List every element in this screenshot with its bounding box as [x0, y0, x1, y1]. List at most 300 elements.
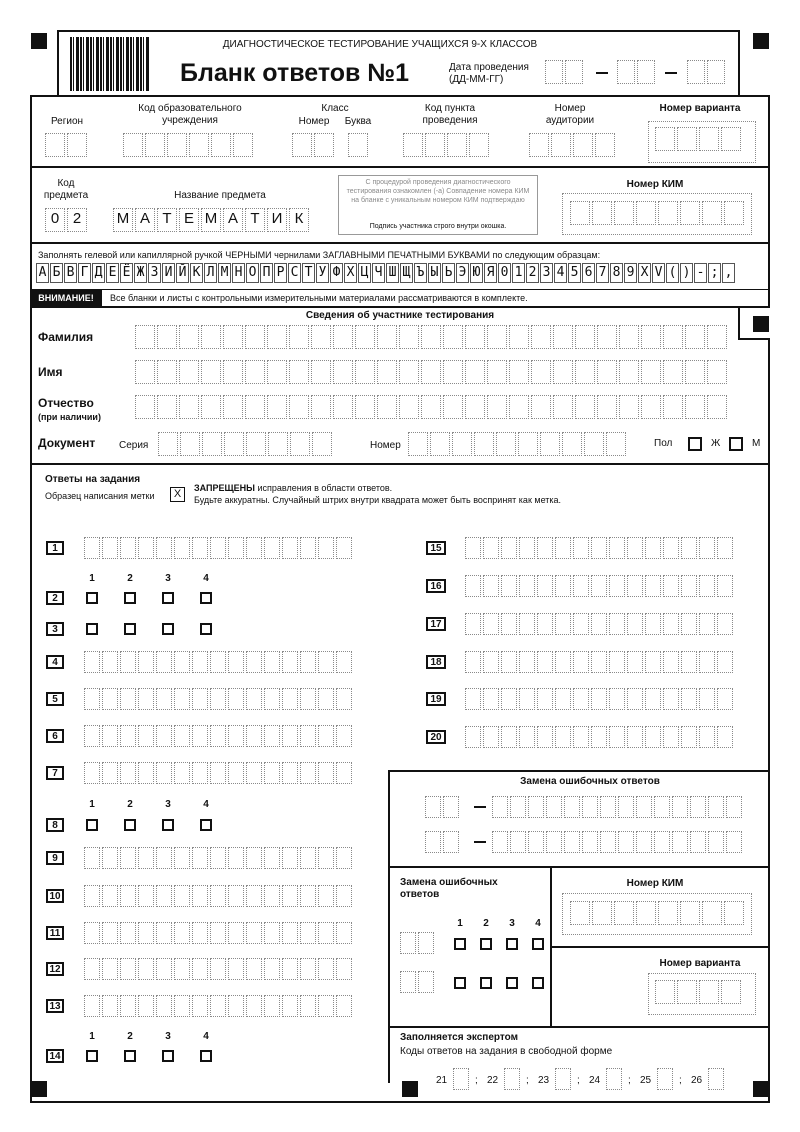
- answer-cell[interactable]: [282, 958, 298, 980]
- repl-kim-cells[interactable]: [570, 901, 746, 925]
- answer-cell[interactable]: [210, 958, 226, 980]
- name-cell[interactable]: [685, 360, 705, 384]
- answer-cell[interactable]: [555, 651, 571, 673]
- patronymic-cell[interactable]: [223, 395, 243, 419]
- surname-cell[interactable]: [465, 325, 485, 349]
- name-cell[interactable]: [289, 360, 309, 384]
- answer-cell[interactable]: [138, 847, 154, 869]
- patronymic-cell[interactable]: [157, 395, 177, 419]
- patronymic-cell[interactable]: [245, 395, 265, 419]
- replacement-cell[interactable]: [492, 831, 508, 853]
- answer-cell[interactable]: [336, 537, 352, 559]
- name-cell[interactable]: [135, 360, 155, 384]
- answer-cell[interactable]: [192, 651, 208, 673]
- answer-cell[interactable]: [537, 726, 553, 748]
- answer-cell[interactable]: [138, 958, 154, 980]
- answer-cell[interactable]: [681, 688, 697, 710]
- name-cell[interactable]: [333, 360, 353, 384]
- answer-cell[interactable]: [210, 995, 226, 1017]
- answer-cell[interactable]: [102, 725, 118, 747]
- answer-cell[interactable]: [645, 726, 661, 748]
- answer-cell[interactable]: [519, 688, 535, 710]
- name-cell[interactable]: [707, 360, 727, 384]
- answer-cell[interactable]: [156, 762, 172, 784]
- name-cell[interactable]: [311, 360, 331, 384]
- answer-cell[interactable]: [120, 651, 136, 673]
- answer-cell[interactable]: [663, 613, 679, 635]
- answer-cell[interactable]: [210, 885, 226, 907]
- answer-cell[interactable]: [300, 958, 316, 980]
- answer-checkbox[interactable]: [200, 592, 212, 604]
- answer-cell[interactable]: [663, 726, 679, 748]
- answer-cell[interactable]: [156, 885, 172, 907]
- answer-cell[interactable]: [228, 537, 244, 559]
- answer-cell[interactable]: [138, 922, 154, 944]
- answer-cell[interactable]: [174, 688, 190, 710]
- surname-cells[interactable]: [135, 325, 729, 349]
- answer-cell[interactable]: [174, 995, 190, 1017]
- class-letter-cells[interactable]: [348, 133, 370, 157]
- answer-cell[interactable]: [627, 537, 643, 559]
- gender-male-checkbox[interactable]: [729, 437, 743, 451]
- school-code-cells[interactable]: [123, 133, 255, 157]
- replacement-cell[interactable]: [564, 831, 580, 853]
- answer-cell[interactable]: [156, 537, 172, 559]
- name-cell[interactable]: [201, 360, 221, 384]
- answer-cell[interactable]: [483, 688, 499, 710]
- kim-cells[interactable]: [570, 201, 746, 225]
- answer-cell[interactable]: [192, 762, 208, 784]
- answer-cell[interactable]: [537, 537, 553, 559]
- patronymic-cell[interactable]: [355, 395, 375, 419]
- replacement-cell[interactable]: [672, 796, 688, 818]
- replacement-cell[interactable]: [546, 796, 562, 818]
- repl-choice-checkbox[interactable]: [454, 938, 466, 950]
- answer-cell[interactable]: [84, 847, 100, 869]
- series-cell[interactable]: [158, 432, 178, 456]
- answer-cell[interactable]: [156, 995, 172, 1017]
- answer-cell[interactable]: [609, 613, 625, 635]
- answer-cell[interactable]: [519, 537, 535, 559]
- repl-choice-checkbox[interactable]: [480, 977, 492, 989]
- answer-cell[interactable]: [483, 575, 499, 597]
- answer-cell[interactable]: [282, 688, 298, 710]
- patronymic-cell[interactable]: [421, 395, 441, 419]
- answer-cell[interactable]: [573, 575, 589, 597]
- answer-checkbox[interactable]: [86, 819, 98, 831]
- replacement-cell[interactable]: [636, 831, 652, 853]
- answer-cell[interactable]: [645, 613, 661, 635]
- answer-cell[interactable]: [699, 613, 715, 635]
- answer-cell[interactable]: [537, 613, 553, 635]
- answer-cell[interactable]: [84, 725, 100, 747]
- replacement-cell[interactable]: [618, 831, 634, 853]
- surname-cell[interactable]: [487, 325, 507, 349]
- answer-cell[interactable]: [318, 651, 334, 673]
- name-cell[interactable]: [641, 360, 661, 384]
- answer-cell[interactable]: [120, 537, 136, 559]
- replacement-cell[interactable]: [726, 796, 742, 818]
- subject-name-cells[interactable]: М А Т Е М А Т И К: [113, 208, 311, 232]
- answer-cell[interactable]: [609, 575, 625, 597]
- answer-cell[interactable]: [699, 575, 715, 597]
- answer-cell[interactable]: [138, 995, 154, 1017]
- answer-cells[interactable]: [84, 762, 354, 784]
- name-cell[interactable]: [443, 360, 463, 384]
- series-cells[interactable]: [158, 432, 334, 456]
- answer-cell[interactable]: [717, 688, 733, 710]
- answer-cell[interactable]: [174, 537, 190, 559]
- answer-cell[interactable]: [264, 762, 280, 784]
- patronymic-cell[interactable]: [685, 395, 705, 419]
- patronymic-cell[interactable]: [443, 395, 463, 419]
- surname-cell[interactable]: [707, 325, 727, 349]
- answer-cell[interactable]: [246, 725, 262, 747]
- name-cell[interactable]: [245, 360, 265, 384]
- doc-number-cells[interactable]: [408, 432, 628, 456]
- repl-row1-cells[interactable]: [492, 796, 744, 818]
- answer-cell[interactable]: [264, 922, 280, 944]
- replacement-cell[interactable]: [690, 796, 706, 818]
- date-month-cells[interactable]: [617, 60, 657, 84]
- surname-cell[interactable]: [135, 325, 155, 349]
- answer-cell[interactable]: [645, 651, 661, 673]
- series-cell[interactable]: [246, 432, 266, 456]
- patronymic-cell[interactable]: [663, 395, 683, 419]
- answer-cell[interactable]: [555, 726, 571, 748]
- surname-cell[interactable]: [377, 325, 397, 349]
- answer-cell[interactable]: [537, 688, 553, 710]
- answer-cell[interactable]: [138, 537, 154, 559]
- answer-cell[interactable]: [246, 995, 262, 1017]
- surname-cell[interactable]: [685, 325, 705, 349]
- answer-checkbox[interactable]: [162, 1050, 174, 1062]
- answer-cell[interactable]: [120, 995, 136, 1017]
- name-cell[interactable]: [531, 360, 551, 384]
- name-cell[interactable]: [223, 360, 243, 384]
- answer-cell[interactable]: [483, 613, 499, 635]
- replacement-cell[interactable]: [708, 796, 724, 818]
- answer-cell[interactable]: [318, 958, 334, 980]
- patronymic-cell[interactable]: [333, 395, 353, 419]
- answer-checkbox[interactable]: [86, 623, 98, 635]
- answer-checkbox[interactable]: [200, 819, 212, 831]
- replacement-cell[interactable]: [582, 796, 598, 818]
- answer-cell[interactable]: [501, 726, 517, 748]
- answer-cell[interactable]: [120, 847, 136, 869]
- answer-cell[interactable]: [246, 885, 262, 907]
- answer-cell[interactable]: [699, 537, 715, 559]
- answer-cell[interactable]: [282, 847, 298, 869]
- repl-choice-checkbox[interactable]: [532, 938, 544, 950]
- answer-cell[interactable]: [84, 537, 100, 559]
- doc-number-cell[interactable]: [518, 432, 538, 456]
- answer-cell[interactable]: [174, 651, 190, 673]
- answer-cell[interactable]: [555, 688, 571, 710]
- answer-checkbox[interactable]: [124, 819, 136, 831]
- answer-cell[interactable]: [717, 613, 733, 635]
- answer-checkbox[interactable]: [124, 1050, 136, 1062]
- surname-cell[interactable]: [531, 325, 551, 349]
- answer-cell[interactable]: [300, 885, 316, 907]
- answer-cell[interactable]: [699, 726, 715, 748]
- answer-cell[interactable]: [663, 537, 679, 559]
- expert-code-cell[interactable]: [453, 1068, 469, 1090]
- answer-cell[interactable]: [264, 537, 280, 559]
- patronymic-cell[interactable]: [575, 395, 595, 419]
- answer-cell[interactable]: [174, 922, 190, 944]
- replacement-cell[interactable]: [636, 796, 652, 818]
- doc-number-cell[interactable]: [430, 432, 450, 456]
- answer-cell[interactable]: [282, 885, 298, 907]
- answer-cell[interactable]: [717, 651, 733, 673]
- answer-cell[interactable]: [573, 726, 589, 748]
- answer-cell[interactable]: [156, 847, 172, 869]
- name-cell[interactable]: [509, 360, 529, 384]
- answer-cell[interactable]: [84, 762, 100, 784]
- answer-cell[interactable]: [591, 537, 607, 559]
- answer-cell[interactable]: [210, 651, 226, 673]
- answer-cell[interactable]: [138, 885, 154, 907]
- doc-number-cell[interactable]: [584, 432, 604, 456]
- answer-cell[interactable]: [336, 762, 352, 784]
- answer-cell[interactable]: [120, 762, 136, 784]
- answer-cell[interactable]: [246, 688, 262, 710]
- name-cell[interactable]: [399, 360, 419, 384]
- answer-cell[interactable]: [645, 537, 661, 559]
- patronymic-cell[interactable]: [135, 395, 155, 419]
- doc-number-cell[interactable]: [452, 432, 472, 456]
- replacement-cell[interactable]: [672, 831, 688, 853]
- answer-cell[interactable]: [465, 651, 481, 673]
- answer-cell[interactable]: [681, 613, 697, 635]
- answer-cell[interactable]: [318, 847, 334, 869]
- answer-cell[interactable]: [102, 885, 118, 907]
- answer-cell[interactable]: [336, 995, 352, 1017]
- answer-cell[interactable]: [210, 922, 226, 944]
- answer-cell[interactable]: [300, 688, 316, 710]
- repl-row1-num[interactable]: [425, 796, 461, 818]
- answer-cell[interactable]: [501, 688, 517, 710]
- answer-cells[interactable]: [84, 958, 354, 980]
- replacement-cell[interactable]: [582, 831, 598, 853]
- answer-cell[interactable]: [210, 537, 226, 559]
- repl-row2-cells[interactable]: [492, 831, 744, 853]
- doc-number-cell[interactable]: [474, 432, 494, 456]
- answer-cell[interactable]: [591, 613, 607, 635]
- replacement-cell[interactable]: [654, 831, 670, 853]
- answer-cells[interactable]: [84, 537, 354, 559]
- repl-choice-checkbox[interactable]: [506, 938, 518, 950]
- answer-cell[interactable]: [228, 847, 244, 869]
- answer-cell[interactable]: [300, 537, 316, 559]
- surname-cell[interactable]: [619, 325, 639, 349]
- answer-cell[interactable]: [465, 575, 481, 597]
- answer-cells[interactable]: [84, 885, 354, 907]
- answer-cell[interactable]: [84, 651, 100, 673]
- replacement-cell[interactable]: [528, 831, 544, 853]
- answer-cell[interactable]: [192, 885, 208, 907]
- answer-cell[interactable]: [210, 725, 226, 747]
- replacement-cell[interactable]: [708, 831, 724, 853]
- series-cell[interactable]: [180, 432, 200, 456]
- gender-female-checkbox[interactable]: [688, 437, 702, 451]
- answer-cell[interactable]: [609, 651, 625, 673]
- patronymic-cell[interactable]: [509, 395, 529, 419]
- answer-cell[interactable]: [282, 922, 298, 944]
- replacement-cell[interactable]: [528, 796, 544, 818]
- replacement-cell[interactable]: [492, 796, 508, 818]
- answer-cell[interactable]: [555, 537, 571, 559]
- surname-cell[interactable]: [201, 325, 221, 349]
- replacement-cell[interactable]: [618, 796, 634, 818]
- answer-cell[interactable]: [573, 688, 589, 710]
- answer-cell[interactable]: [102, 958, 118, 980]
- answer-cell[interactable]: [102, 651, 118, 673]
- answer-cell[interactable]: [228, 762, 244, 784]
- answer-cell[interactable]: [228, 688, 244, 710]
- doc-number-cell[interactable]: [562, 432, 582, 456]
- answer-cell[interactable]: [120, 725, 136, 747]
- repl-choice-checkbox[interactable]: [480, 938, 492, 950]
- expert-code-cell[interactable]: [555, 1068, 571, 1090]
- answer-cell[interactable]: [336, 651, 352, 673]
- answer-cell[interactable]: [264, 958, 280, 980]
- answer-cell[interactable]: [102, 688, 118, 710]
- answer-cell[interactable]: [717, 575, 733, 597]
- answer-cell[interactable]: [228, 922, 244, 944]
- answer-cell[interactable]: [519, 726, 535, 748]
- surname-cell[interactable]: [597, 325, 617, 349]
- name-cell[interactable]: [421, 360, 441, 384]
- date-day-cells[interactable]: [545, 60, 585, 84]
- name-cell[interactable]: [179, 360, 199, 384]
- answer-cell[interactable]: [318, 537, 334, 559]
- answer-cell[interactable]: [102, 922, 118, 944]
- surname-cell[interactable]: [289, 325, 309, 349]
- surname-cell[interactable]: [575, 325, 595, 349]
- name-cell[interactable]: [157, 360, 177, 384]
- answer-cell[interactable]: [282, 995, 298, 1017]
- signature-box[interactable]: [338, 175, 538, 235]
- answer-cell[interactable]: [627, 688, 643, 710]
- answer-cell[interactable]: [318, 922, 334, 944]
- answer-cells[interactable]: [84, 651, 354, 673]
- repl-choice-num-2[interactable]: [400, 971, 436, 993]
- answer-cell[interactable]: [210, 847, 226, 869]
- answer-cell[interactable]: [627, 726, 643, 748]
- answer-cell[interactable]: [645, 688, 661, 710]
- answer-cell[interactable]: [663, 688, 679, 710]
- answer-cell[interactable]: [717, 537, 733, 559]
- answer-cell[interactable]: [156, 725, 172, 747]
- patronymic-cells[interactable]: [135, 395, 729, 419]
- expert-code-cell[interactable]: [504, 1068, 520, 1090]
- answer-cell[interactable]: [210, 688, 226, 710]
- answer-cell[interactable]: [336, 958, 352, 980]
- answer-cells[interactable]: [84, 922, 354, 944]
- patronymic-cell[interactable]: [311, 395, 331, 419]
- answer-cell[interactable]: [609, 688, 625, 710]
- answer-cell[interactable]: [102, 537, 118, 559]
- answer-cell[interactable]: [210, 762, 226, 784]
- answer-cell[interactable]: [120, 922, 136, 944]
- answer-cell[interactable]: [519, 575, 535, 597]
- surname-cell[interactable]: [333, 325, 353, 349]
- answer-cell[interactable]: [609, 726, 625, 748]
- date-year-cells[interactable]: [687, 60, 727, 84]
- answer-cells[interactable]: [84, 847, 354, 869]
- answer-cell[interactable]: [300, 922, 316, 944]
- answer-cell[interactable]: [246, 922, 262, 944]
- answer-cell[interactable]: [174, 885, 190, 907]
- patronymic-cell[interactable]: [597, 395, 617, 419]
- name-cell[interactable]: [465, 360, 485, 384]
- answer-cell[interactable]: [264, 725, 280, 747]
- patronymic-cell[interactable]: [289, 395, 309, 419]
- answer-cell[interactable]: [246, 958, 262, 980]
- name-cell[interactable]: [267, 360, 287, 384]
- answer-cells[interactable]: [465, 613, 735, 635]
- patronymic-cell[interactable]: [465, 395, 485, 419]
- answer-cell[interactable]: [501, 613, 517, 635]
- name-cells[interactable]: [135, 360, 729, 384]
- answer-cell[interactable]: [336, 885, 352, 907]
- patronymic-cell[interactable]: [553, 395, 573, 419]
- name-cell[interactable]: [355, 360, 375, 384]
- replacement-cell[interactable]: [546, 831, 562, 853]
- patronymic-cell[interactable]: [399, 395, 419, 419]
- answer-cell[interactable]: [246, 651, 262, 673]
- surname-cell[interactable]: [223, 325, 243, 349]
- repl-choice-checkbox[interactable]: [454, 977, 466, 989]
- answer-cell[interactable]: [465, 613, 481, 635]
- patronymic-cell[interactable]: [487, 395, 507, 419]
- answer-cell[interactable]: [246, 537, 262, 559]
- answer-cell[interactable]: [318, 995, 334, 1017]
- answer-cell[interactable]: [573, 613, 589, 635]
- answer-cell[interactable]: [591, 726, 607, 748]
- answer-cells[interactable]: [465, 726, 735, 748]
- answer-cell[interactable]: [156, 651, 172, 673]
- answer-cell[interactable]: [627, 651, 643, 673]
- answer-cell[interactable]: [264, 847, 280, 869]
- answer-checkbox[interactable]: [200, 623, 212, 635]
- repl-variant-cells[interactable]: [655, 980, 743, 1004]
- surname-cell[interactable]: [311, 325, 331, 349]
- surname-cell[interactable]: [553, 325, 573, 349]
- answer-cell[interactable]: [300, 762, 316, 784]
- answer-checkbox[interactable]: [124, 592, 136, 604]
- answer-cell[interactable]: [264, 885, 280, 907]
- answer-cell[interactable]: [555, 613, 571, 635]
- answer-cell[interactable]: [102, 995, 118, 1017]
- answer-cell[interactable]: [84, 922, 100, 944]
- answer-cell[interactable]: [174, 847, 190, 869]
- answer-cell[interactable]: [501, 537, 517, 559]
- answer-cell[interactable]: [519, 613, 535, 635]
- answer-cell[interactable]: [84, 688, 100, 710]
- answer-cell[interactable]: [591, 651, 607, 673]
- expert-code-cell[interactable]: [606, 1068, 622, 1090]
- answer-cell[interactable]: [681, 726, 697, 748]
- name-cell[interactable]: [597, 360, 617, 384]
- answer-cell[interactable]: [501, 575, 517, 597]
- patronymic-cell[interactable]: [377, 395, 397, 419]
- expert-code-cell[interactable]: [657, 1068, 673, 1090]
- answer-cells[interactable]: [465, 688, 735, 710]
- answer-cell[interactable]: [102, 762, 118, 784]
